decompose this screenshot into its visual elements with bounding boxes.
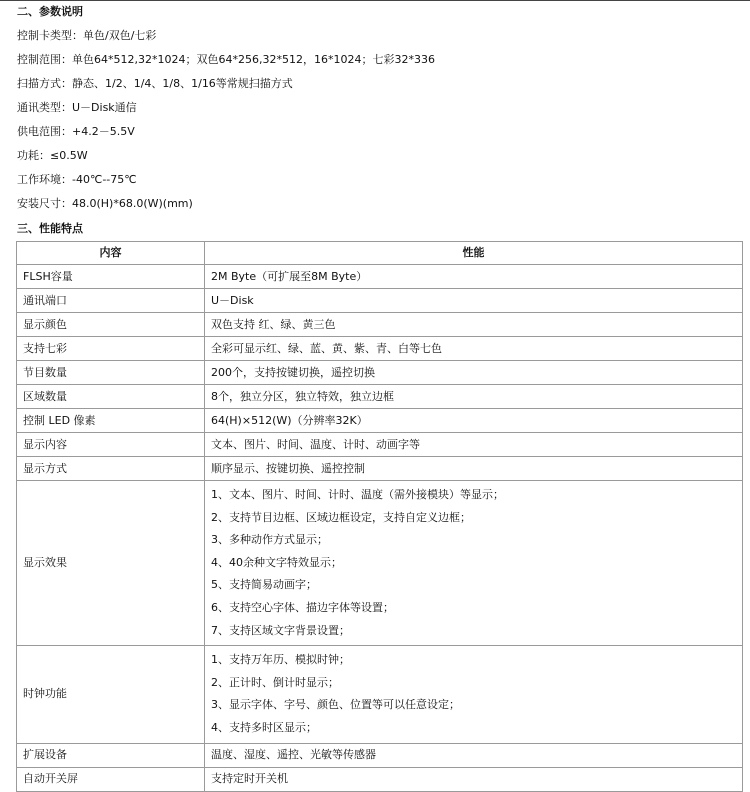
row-value: 200个，支持按键切换，遥控切换	[205, 361, 743, 385]
row-value: 双色支持 红、绿、黄三色	[205, 313, 743, 337]
row-value: 全彩可显示红、绿、蓝、黄、紫、青、白等七色	[205, 337, 743, 361]
row-value: U－Disk	[205, 289, 743, 313]
table-row	[17, 385, 743, 409]
section-heading-params: 二、参数说明	[17, 5, 83, 18]
param-line: 安装尺寸：48.0(H)*68.0(W)(mm)	[17, 197, 193, 210]
row-label: 显示内容	[17, 433, 205, 457]
table-row	[17, 289, 743, 313]
param-line: 扫描方式：静态、1/2、1/4、1/8、1/16等常规扫描方式	[17, 77, 293, 90]
list-item: 6、支持空心字体、描边字体等设置；	[211, 600, 394, 614]
param-line: 功耗：≤0.5W	[17, 149, 88, 162]
row-value-list	[205, 481, 743, 646]
row-label: 节目数量	[17, 361, 205, 385]
table-row	[17, 457, 743, 481]
features-table	[16, 241, 743, 792]
row-label: FLSH容量	[17, 265, 205, 289]
param-line: 工作环境：-40℃--75℃	[17, 173, 137, 186]
row-value-list	[205, 646, 743, 743]
table-row	[17, 337, 743, 361]
row-label: 显示方式	[17, 457, 205, 481]
table-header-row	[17, 242, 743, 265]
row-value: 顺序显示、按键切换、遥控控制	[205, 457, 743, 481]
row-value: 2M Byte（可扩展至8M Byte）	[205, 265, 743, 289]
list-item: 2、正计时、倒计时显示；	[211, 675, 339, 689]
row-value: 文本、图片、时间、温度、计时、动画字等	[205, 433, 743, 457]
param-line: 供电范围：+4.2－5.5V	[17, 125, 135, 138]
list-item: 3、多种动作方式显示；	[211, 533, 328, 547]
list-item: 1、支持万年历、模拟时钟；	[211, 653, 350, 667]
row-value: 8个，独立分区，独立特效，独立边框	[205, 385, 743, 409]
table-row	[17, 743, 743, 767]
table-row	[17, 409, 743, 433]
param-line: 通讯类型：U－Disk通信	[17, 101, 137, 114]
table-row	[17, 767, 743, 791]
list-item: 1、文本、图片、时间、计时、温度（需外接模块）等显示；	[211, 488, 504, 501]
row-label: 扩展设备	[17, 743, 205, 767]
row-value: 温度、湿度、遥控、光敏等传感器	[205, 743, 743, 767]
list-item: 2、支持节目边框、区域边框设定，支持自定义边框；	[211, 510, 471, 524]
table-row	[17, 313, 743, 337]
table-row	[17, 481, 743, 646]
row-value: 64(H)×512(W)（分辨率32K）	[205, 409, 743, 433]
list-item: 3、显示字体、字号、颜色、位置等可以任意设定；	[211, 698, 460, 712]
row-label: 通讯端口	[17, 289, 205, 313]
row-label: 时钟功能	[17, 646, 205, 743]
row-label: 显示效果	[17, 481, 205, 646]
column-header-performance: 性能	[205, 242, 743, 265]
row-label: 自动开关屏	[17, 767, 205, 791]
table-row	[17, 433, 743, 457]
row-label: 显示颜色	[17, 313, 205, 337]
param-line: 控制卡类型：单色/双色/七彩	[17, 29, 157, 42]
row-label: 控制 LED 像素	[17, 409, 205, 433]
list-item: 5、支持简易动画字；	[211, 578, 317, 592]
table-row	[17, 361, 743, 385]
row-value: 支持定时开关机	[205, 767, 743, 791]
table-row	[17, 646, 743, 743]
row-label: 区域数量	[17, 385, 205, 409]
list-item: 4、支持多时区显示；	[211, 720, 317, 734]
row-label: 支持七彩	[17, 337, 205, 361]
list-item: 4、40余种文字特效显示；	[211, 555, 342, 569]
section-heading-features: 三、性能特点	[17, 222, 83, 235]
param-line: 控制范围：单色64*512,32*1024；双色64*256,32*512，16*1024；七彩32*336	[17, 53, 435, 66]
top-divider	[0, 0, 750, 1]
list-item: 7、支持区域文字背景设置；	[211, 623, 350, 637]
column-header-content: 内容	[17, 242, 205, 265]
table-row	[17, 265, 743, 289]
